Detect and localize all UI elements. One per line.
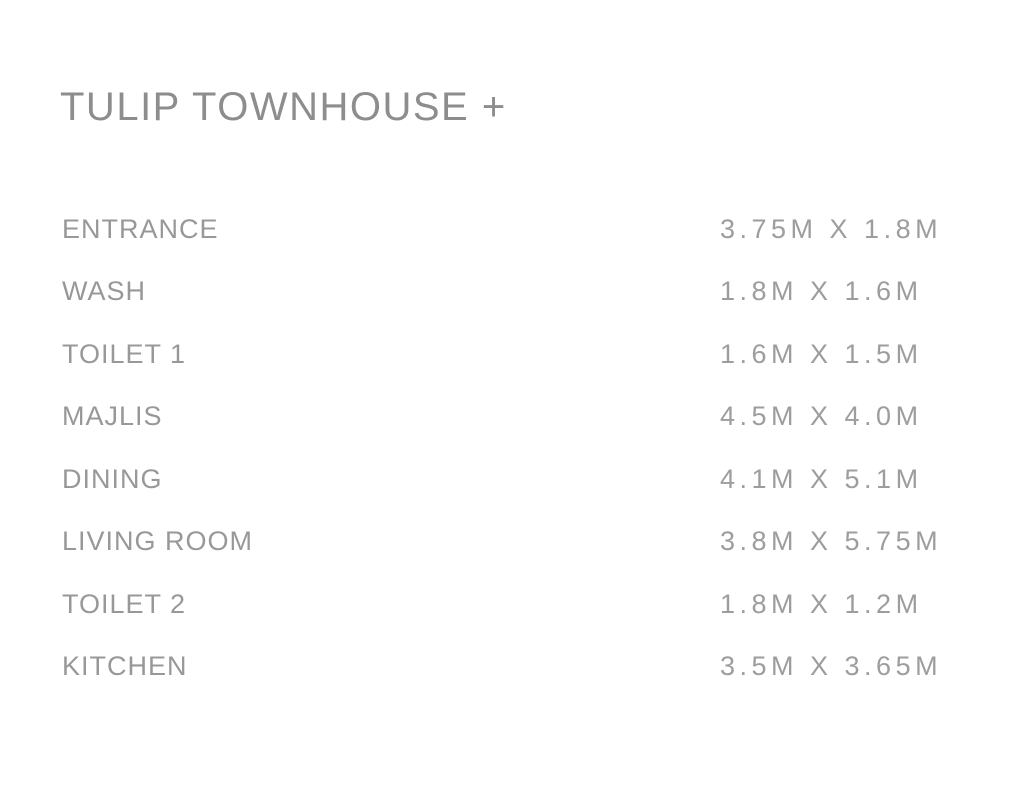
- room-name-label: DINING: [62, 463, 163, 494]
- room-name-label: LIVING ROOM: [62, 526, 254, 557]
- room-name-label: KITCHEN: [62, 651, 188, 682]
- table-row: [62, 636, 958, 699]
- table-row: [62, 386, 958, 449]
- table-row: [62, 323, 958, 386]
- table-row: [62, 511, 958, 574]
- room-size-value: 3.8M X 5.75M: [720, 526, 943, 557]
- room-size-value: 1.6M X 1.5M: [720, 338, 923, 369]
- table-row: [62, 448, 958, 511]
- room-size-value: 1.8M X 1.2M: [720, 588, 923, 619]
- page-title: TULIP TOWNHOUSE +: [60, 84, 507, 129]
- room-size-value: 4.1M X 5.1M: [720, 463, 923, 494]
- table-row: [62, 198, 958, 261]
- room-size-value: 4.5M X 4.0M: [720, 401, 923, 432]
- room-name-label: TOILET 2: [62, 588, 187, 619]
- room-name-label: MAJLIS: [62, 401, 163, 432]
- room-size-value: 3.75M X 1.8M: [720, 213, 943, 244]
- room-name-label: ENTRANCE: [62, 213, 219, 244]
- room-size-value: 1.8M X 1.6M: [720, 276, 923, 307]
- table-row: [62, 261, 958, 324]
- room-name-label: WASH: [62, 276, 146, 307]
- room-dimensions-list: [62, 198, 958, 698]
- room-name-label: TOILET 1: [62, 338, 187, 369]
- table-row: [62, 573, 958, 636]
- room-size-value: 3.5M X 3.65M: [720, 651, 943, 682]
